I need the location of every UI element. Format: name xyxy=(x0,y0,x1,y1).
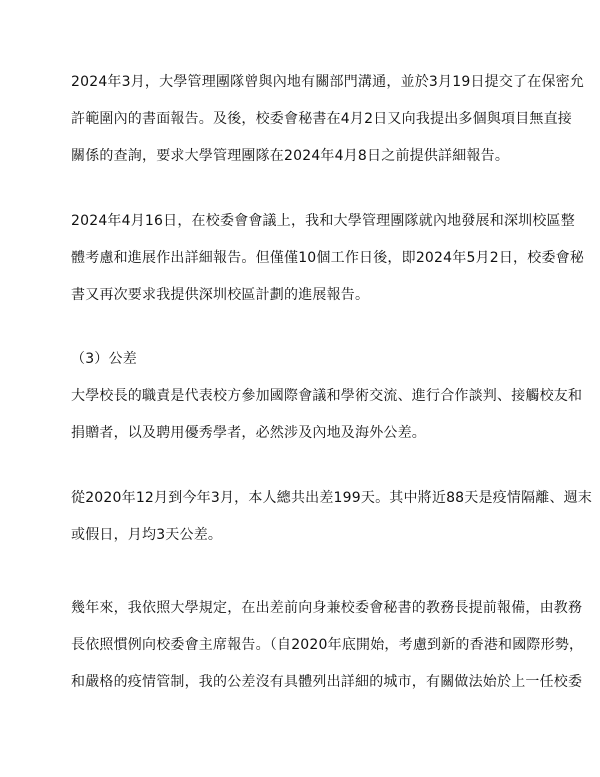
paragraph-2-line-2: 體考慮和進展作出詳細報告。但僅僅10個工作日後，即2024年5月2日，校委會秘 xyxy=(71,250,585,266)
paragraph-4-line-1: 從2020年12月到今年3月，本人總共出差199天。其中將近88天是疫情隔離、週末 xyxy=(71,490,593,506)
section-heading-official-travel: （3）公差 xyxy=(71,351,137,367)
paragraph-4-line-2: 或假日，月均3天公差。 xyxy=(71,527,223,543)
paragraph-2-line-3: 書又再次要求我提供深圳校區計劃的進展報告。 xyxy=(71,287,370,303)
paragraph-1-line-1: 2024年3月，大學管理團隊曾與內地有關部門溝通，並於3月19日提交了在保密允 xyxy=(71,74,585,90)
paragraph-3-line-1: 大學校長的職責是代表校方參加國際會議和學術交流、進行合作談判、接觸校友和 xyxy=(71,388,583,404)
paragraph-1-line-3: 關係的查詢，要求大學管理團隊在2024年4月8日之前提供詳細報告。 xyxy=(71,148,510,164)
paragraph-3-line-2: 捐贈者，以及聘用優秀學者，必然涉及內地及海外公差。 xyxy=(71,425,426,441)
paragraph-5-line-1: 幾年來，我依照大學規定，在出差前向身兼校委會秘書的教務長提前報備，由教務 xyxy=(71,600,583,616)
paragraph-5-line-3: 和嚴格的疫情管制，我的公差沒有具體列出詳細的城市，有關做法始於上一任校委 xyxy=(71,674,583,690)
paragraph-1-line-2: 許範圍內的書面報告。及後，校委會秘書在4月2日又向我提出多個與項目無直接 xyxy=(71,111,573,127)
paragraph-5-line-2: 長依照慣例向校委會主席報告。（自2020年底開始，考慮到新的香港和國際形勢， xyxy=(71,637,584,653)
paragraph-2-line-1: 2024年4月16日，在校委會會議上，我和大學管理團隊就內地發展和深圳校區整 xyxy=(71,213,575,229)
